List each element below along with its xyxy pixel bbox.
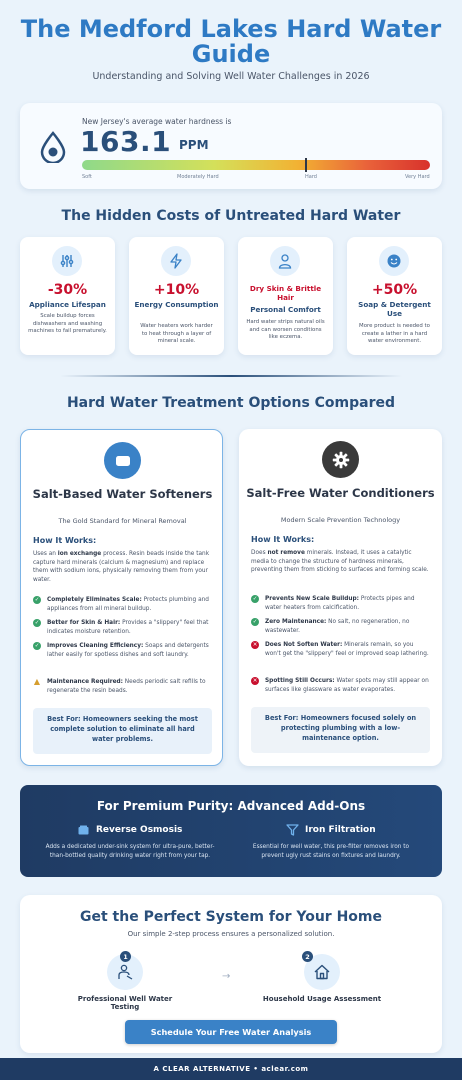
how-it-works-text: Does not remove minerals. Instead, it uses a catalytic media to change the structure of hardness minerals, preventing them from sticking to surfaces and forming scale. bbox=[251, 550, 429, 573]
get-system-section bbox=[20, 895, 442, 1053]
ro-unit-icon bbox=[78, 825, 89, 835]
softener-tank-icon bbox=[104, 442, 141, 479]
how-it-works-heading: How It Works: bbox=[33, 536, 97, 545]
arrow-right-icon: → bbox=[222, 971, 231, 982]
how-it-works-text: Uses an ion exchange process. Resin beads inside the tank capture hard minerals (calcium & magnesium) and replace them with sodium ions, physically removing them from your water. bbox=[33, 551, 210, 583]
scale-label-soft: Soft bbox=[82, 174, 92, 180]
premium-title: For Premium Purity: Advanced Add-Ons bbox=[96, 799, 366, 813]
smiley-icon bbox=[379, 246, 409, 276]
step-number: 2 bbox=[302, 951, 313, 962]
addon-desc: Essential for well water, this pre-filter removes iron to prevent ugly rust stains on fixtures and laundry. bbox=[252, 844, 410, 859]
cost-desc: Hard water strips natural oils and can worsen conditions like eczema. bbox=[246, 319, 325, 340]
hardness-scale-marker bbox=[305, 158, 307, 172]
schedule-analysis-button[interactable]: Schedule Your Free Water Analysis bbox=[125, 1020, 337, 1044]
option-tagline: The Gold Standard for Mineral Removal bbox=[58, 517, 187, 525]
cost-card-comfort bbox=[238, 237, 333, 355]
addon-title: Reverse Osmosis bbox=[96, 825, 183, 835]
system-title: Get the Perfect System for Your Home bbox=[79, 909, 382, 925]
cost-stat: Dry Skin & Brittle Hair bbox=[249, 284, 322, 302]
system-subtitle: Our simple 2-step process ensures a personalized solution. bbox=[127, 930, 335, 938]
water-drop-icon bbox=[38, 131, 68, 163]
page-subtitle: Understanding and Solving Well Water Challenges in 2026 bbox=[92, 71, 370, 82]
premium-addons-panel bbox=[20, 785, 442, 877]
check-icon: ✓ bbox=[34, 619, 40, 626]
filter-icon bbox=[286, 824, 299, 836]
hardness-unit: PPM bbox=[179, 138, 209, 152]
scale-label-very-hard: Very Hard bbox=[405, 174, 430, 180]
footer: A CLEAR ALTERNATIVE • aclear.com bbox=[0, 1058, 462, 1080]
option-title: Salt-Based Water Softeners bbox=[32, 487, 213, 501]
hardness-value: 163.1 bbox=[80, 125, 172, 158]
addon-desc: Adds a dedicated under-sink system for ultra-pure, better-than-bottled quality drinking water right from your tap. bbox=[45, 844, 215, 859]
costs-section-title: The Hidden Costs of Untreated Hard Water bbox=[61, 208, 401, 224]
hardness-scale-bar bbox=[82, 160, 430, 170]
page-title: The Medford Lakes Hard Water Guide bbox=[20, 15, 442, 68]
scale-label-hard: Hard bbox=[305, 174, 317, 180]
check-icon: ✓ bbox=[34, 596, 40, 603]
cost-card-appliance bbox=[20, 237, 115, 355]
sliders-icon bbox=[52, 246, 82, 276]
option-title: Salt-Free Water Conditioners bbox=[246, 486, 435, 500]
cross-icon: ✕ bbox=[252, 677, 258, 684]
options-section-title: Hard Water Treatment Options Compared bbox=[66, 395, 396, 411]
check-icon: ✓ bbox=[252, 618, 258, 625]
option-tagline: Modern Scale Prevention Technology bbox=[280, 516, 401, 524]
check-icon: ✓ bbox=[252, 595, 258, 602]
cost-desc: Scale buildup forces dishwashers and washing machines to fail prematurely. bbox=[28, 313, 107, 334]
how-it-works-heading: How It Works: bbox=[251, 535, 315, 544]
step-label: Household Usage Assessment bbox=[262, 995, 382, 1003]
hardness-card bbox=[20, 103, 442, 189]
addon-title: Iron Filtration bbox=[305, 825, 376, 835]
cost-card-soap bbox=[347, 237, 442, 355]
warning-icon: ▲ bbox=[33, 676, 41, 686]
cost-desc: More product is needed to create a lather in a hard water environment. bbox=[359, 323, 430, 344]
option-card-salt-based: Salt-Based Water Softeners The Gold Standard for Mineral Removal How It Works: Uses an ion exchange process. Resin beads inside the tank capture hard minerals (calcium & magnesium) and replace them with sodium ions, physically removing them from your water. ✓ Completely Eliminates Scale: Protects plumbing and appliances from all mineral buildup. ✓ Better for Skin & Hair: Provides a "slippery" feel that indicates moisture retention. ✓ Improves Cleaning Efficiency: Soaps and detergents lather easily for spotless dishes and soft laundry. ▲ Maintenance Required: Needs periodic salt refills to regenerate the resin beads. Best For: Homeowners seeking the most complete solution to eliminate all hard water problems. bbox=[20, 429, 223, 766]
lightning-icon bbox=[161, 246, 191, 276]
cost-stat: -30% bbox=[47, 282, 88, 298]
gear-icon bbox=[322, 441, 359, 478]
scale-label-moderately-hard: Moderately Hard bbox=[177, 174, 219, 180]
cost-name: Energy Consumption bbox=[134, 300, 219, 309]
person-icon bbox=[270, 246, 300, 276]
cross-icon: ✕ bbox=[252, 641, 258, 648]
step-label: Professional Well Water Testing bbox=[77, 995, 173, 1011]
best-for-box: Best For: Homeowners seeking the most complete solution to eliminate all hard water problems. bbox=[33, 708, 212, 754]
cost-stat: +10% bbox=[153, 282, 200, 298]
cost-desc: Water heaters work harder to heat through a layer of mineral scale. bbox=[140, 323, 213, 344]
option-card-salt-free: Salt-Free Water Conditioners Modern Scale Prevention Technology How It Works: Does not remove minerals. Instead, it uses a catalytic media to change the structure of hardness minerals, preventing them from sticking to surfaces and forming scale. ✓ Prevents New Scale Buildup: Protects pipes and water heaters from calcification. ✓ Zero Maintenance: No salt, no regeneration, no wastewater. ✕ Does Not Soften Water: Minerals remain, so you won't get the "slippery" feel or improved soap lathering. ✕ Spotting Still Occurs: Water spots may still appear on surfaces like glassware as water evaporates. Best For: Homeowners focused solely on protecting plumbing with a low-maintenance option. bbox=[239, 429, 442, 766]
cost-name: Soap & Detergent Use bbox=[358, 300, 431, 318]
cost-name: Appliance Lifespan bbox=[29, 300, 106, 309]
section-divider bbox=[60, 375, 402, 377]
cost-name: Personal Comfort bbox=[250, 305, 321, 314]
cost-card-energy bbox=[129, 237, 224, 355]
check-icon: ✓ bbox=[34, 642, 40, 649]
hardness-label: New Jersey's average water hardness is bbox=[82, 117, 232, 126]
step-number: 1 bbox=[120, 951, 131, 962]
best-for-box: Best For: Homeowners focused solely on protecting plumbing with a low-maintenance option. bbox=[251, 707, 430, 753]
cost-stat: +50% bbox=[371, 282, 418, 298]
